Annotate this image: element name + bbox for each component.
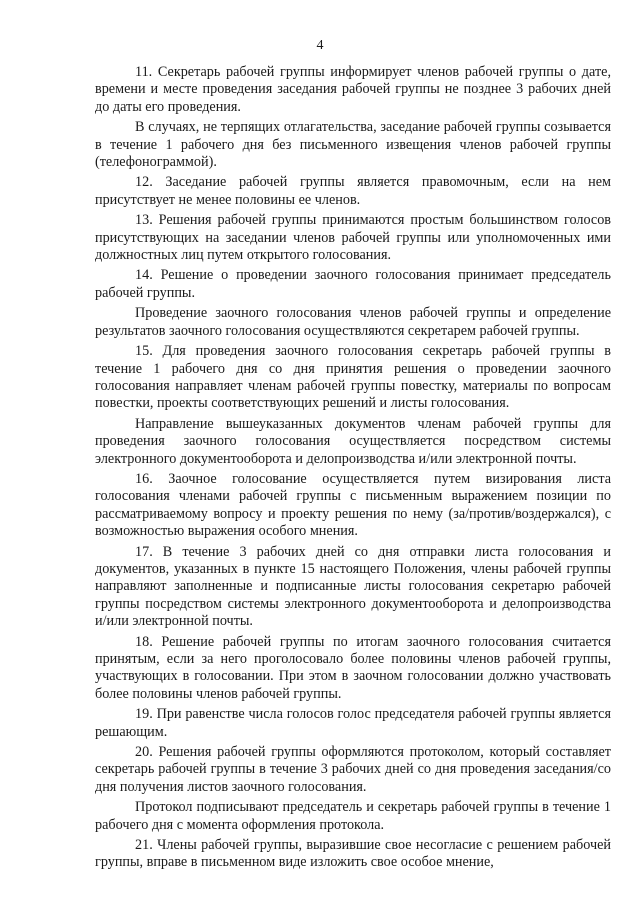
paragraph-21: 21. Члены рабочей группы, выразившие свое несогласие с решением рабочей группы, вправе в письменном виде изложить свое особое мнение, xyxy=(95,837,611,871)
paragraph-16: 16. Заочное голосование осуществляется путем визирования листа голосования членами рабочей группы с письменным выражением позиции по рассматриваемому вопросу и проекту решения по нему (за/против/воздержался), с возможностью выражения особого мнения. xyxy=(95,470,611,540)
paragraph-11: 11. Секретарь рабочей группы информирует членов рабочей группы о дате, времени и месте проведения заседания рабочей группы не позднее 3 рабочих дней до даты его проведения. xyxy=(95,64,611,115)
document-body xyxy=(95,64,611,875)
paragraph-17: 17. В течение 3 рабочих дней со дня отправки листа голосования и документов, указанных в пункте 15 настоящего Положения, члены рабочей группы направляют заполненные и подписанные листы голосования секретарю рабочей группы посредством системы электронного документооборота и делопроизводства и/или электронной почты. xyxy=(95,543,611,630)
paragraph-12: 12. Заседание рабочей группы является правомочным, если на нем присутствует не менее половины ее членов. xyxy=(95,174,611,208)
paragraph-15-documents: Направление вышеуказанных документов членам рабочей группы для проведения заочного голосования осуществляется посредством системы электронного документооборота и делопроизводства и/или электронной почты. xyxy=(95,415,611,467)
paragraph-14-remote-voting: Проведение заочного голосования членов рабочей группы и определение результатов заочного голосования осуществляются секретарем рабочей группы. xyxy=(95,305,611,339)
paragraph-15: 15. Для проведения заочного голосования секретарь рабочей группы в течение 1 рабочего дня со дня принятия решения о проведении заочного голосования направляет членам рабочей группы повестку, материалы по вопросам повестки, проекты соответствующих решений и листы голосования. xyxy=(95,343,611,412)
paragraph-18: 18. Решение рабочей группы по итогам заочного голосования считается принятым, если за него проголосовало более половины членов рабочей группы, участвующих в голосовании. При этом в заочном голосовании должно участвовать более половины членов рабочей группы. xyxy=(95,633,611,702)
paragraph-19: 19. При равенстве числа голосов голос председателя рабочей группы является решающим. xyxy=(95,706,611,740)
paragraph-13: 13. Решения рабочей группы принимаются простым большинством голосов присутствующих на заседании членов рабочей группы или уполномоченных ими должностных лиц путем открытого голосования. xyxy=(95,212,611,264)
page-number: 4 xyxy=(316,38,324,53)
paragraph-20: 20. Решения рабочей группы оформляются протоколом, который составляет секретарь рабочей группы в течение 3 рабочих дней со дня проведения заседания/со дня получения листов заочного голосования. xyxy=(95,744,611,795)
paragraph-11-urgent: В случаях, не терпящих отлагательства, заседание рабочей группы созывается в течение 1 рабочего дня без письменного извещения членов рабочей группы (телефонограммой). xyxy=(95,119,611,171)
paragraph-20-protocol: Протокол подписывают председатель и секретарь рабочей группы в течение 1 рабочего дня с момента оформления протокола. xyxy=(95,799,611,833)
paragraph-14: 14. Решение о проведении заочного голосования принимает председатель рабочей группы. xyxy=(95,267,611,301)
